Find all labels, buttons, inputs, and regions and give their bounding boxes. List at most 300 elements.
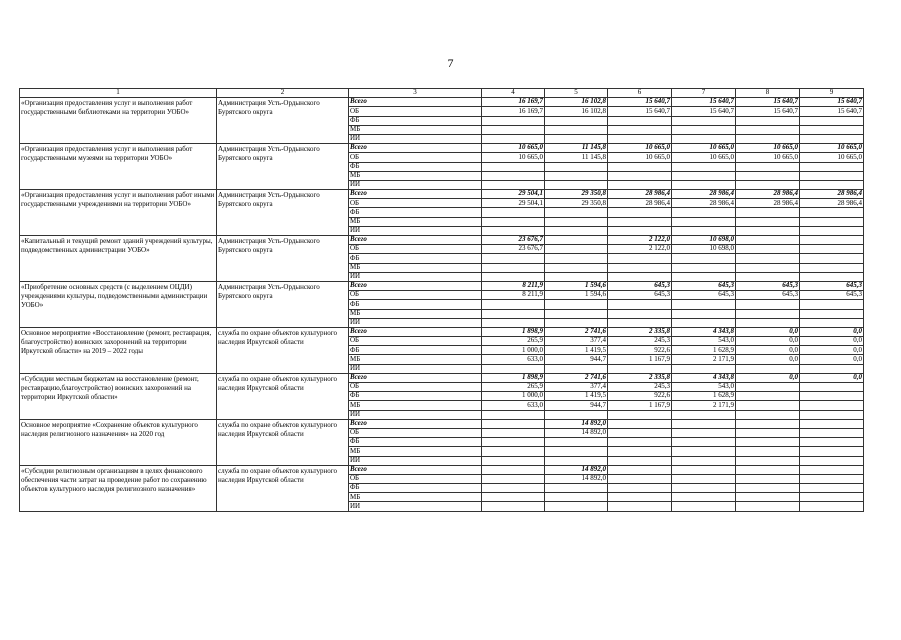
amount-cell [482,226,545,235]
column-number: 9 [800,89,864,98]
amount-cell: 922,6 [608,346,672,355]
table-row [20,98,864,107]
amount-cell: 1 898,9 [482,373,545,382]
amount-cell: 10 665,0 [608,153,672,162]
amount-cell: 265,9 [482,337,545,346]
amount-cell: 1 594,6 [545,291,608,300]
amount-cell [800,419,864,428]
amount-cell: 645,3 [608,281,672,290]
amount-cell [672,254,736,263]
amount-cell [800,171,864,180]
amount-cell: 1 419,5 [545,346,608,355]
amount-cell [736,217,800,226]
measure-name: «Субсидии местным бюджетам на восстановление (ремонт, реставрацию,благоустройство) воинских захоронений на территории Иркутской области» [20,373,217,419]
amount-cell [482,300,545,309]
amount-cell: 633,0 [482,401,545,410]
amount-cell [672,208,736,217]
amount-cell [482,410,545,419]
amount-cell: 2 741,6 [545,327,608,336]
amount-cell [482,125,545,134]
amount-cell [736,300,800,309]
amount-cell: 11 145,8 [545,144,608,153]
amount-cell: 14 892,0 [545,428,608,437]
amount-cell [736,456,800,465]
executor: Администрация Усть-Ордынского Бурятского округа [217,144,349,190]
amount-cell [482,484,545,493]
amount-cell: 245,3 [608,383,672,392]
amount-cell [736,484,800,493]
column-number-row [20,89,864,98]
funding-source: ОБ [349,428,482,437]
amount-cell: 543,0 [672,337,736,346]
amount-cell: 14 892,0 [545,474,608,483]
funding-source: Всего [349,281,482,290]
amount-cell [800,428,864,437]
amount-cell [736,171,800,180]
amount-cell [545,134,608,143]
amount-cell [545,217,608,226]
amount-cell [482,438,545,447]
page-number: 7 [447,56,454,70]
amount-cell [608,263,672,272]
amount-cell [608,171,672,180]
amount-cell [608,226,672,235]
amount-cell: 0,0 [800,346,864,355]
executor: Администрация Усть-Ордынского Бурятского округа [217,281,349,327]
amount-cell: 0,0 [800,355,864,364]
amount-cell: 0,0 [736,373,800,382]
executor: служба по охране объектов культурного наследия Иркутской области [217,465,349,511]
column-number: 2 [217,89,349,98]
amount-cell [608,502,672,511]
amount-cell [736,392,800,401]
amount-cell: 23 676,7 [482,236,545,245]
amount-cell [800,474,864,483]
amount-cell [672,272,736,281]
amount-cell: 0,0 [736,327,800,336]
amount-cell [482,162,545,171]
amount-cell [736,410,800,419]
amount-cell: 28 986,4 [800,199,864,208]
amount-cell: 1 000,0 [482,346,545,355]
amount-cell [736,125,800,134]
funding-source: Всего [349,419,482,428]
funding-source: ИИ [349,502,482,511]
budget-table [19,88,864,512]
funding-source: ОБ [349,291,482,300]
amount-cell [672,309,736,318]
amount-cell [545,410,608,419]
funding-source: Всего [349,465,482,474]
funding-source: Всего [349,190,482,199]
amount-cell: 10 665,0 [672,153,736,162]
amount-cell: 10 665,0 [482,144,545,153]
amount-cell [608,116,672,125]
amount-cell [800,383,864,392]
amount-cell [672,318,736,327]
amount-cell: 377,4 [545,383,608,392]
funding-source: ОБ [349,383,482,392]
executor: служба по охране объектов культурного наследия Иркутской области [217,327,349,373]
amount-cell: 2 335,8 [608,373,672,382]
amount-cell [482,456,545,465]
amount-cell [545,226,608,235]
amount-cell: 245,3 [608,337,672,346]
amount-cell: 2 122,0 [608,236,672,245]
amount-cell: 15 640,7 [800,107,864,116]
amount-cell [545,438,608,447]
amount-cell [672,134,736,143]
amount-cell: 29 504,1 [482,190,545,199]
funding-source: МБ [349,217,482,226]
amount-cell: 8 211,9 [482,281,545,290]
amount-cell [482,419,545,428]
measure-name: «Организация предоставления услуг и выполнения работ государственными музеями на территории УОБО» [20,144,217,190]
funding-source: ИИ [349,180,482,189]
funding-source: ФБ [349,392,482,401]
amount-cell [672,465,736,474]
amount-cell: 28 986,4 [736,199,800,208]
amount-cell: 1 594,6 [545,281,608,290]
measure-name: «Приобретение основных средств (с выделением ОЦДИ) учреждениями культуры, подведомственными администрации УОБО» [20,281,217,327]
amount-cell [672,171,736,180]
amount-cell [736,447,800,456]
amount-cell [608,456,672,465]
amount-cell: 10 665,0 [672,144,736,153]
amount-cell [736,318,800,327]
funding-source: ИИ [349,272,482,281]
amount-cell [736,383,800,392]
amount-cell [545,456,608,465]
amount-cell [736,364,800,373]
executor: служба по охране объектов культурного наследия Иркутской области [217,419,349,465]
column-number: 7 [672,89,736,98]
amount-cell [736,180,800,189]
amount-cell: 28 986,4 [608,190,672,199]
amount-cell [800,208,864,217]
column-number: 6 [608,89,672,98]
amount-cell: 645,3 [736,291,800,300]
amount-cell [482,134,545,143]
amount-cell [800,226,864,235]
amount-cell: 16 102,8 [545,98,608,107]
amount-cell [608,465,672,474]
amount-cell [800,272,864,281]
amount-cell: 944,7 [545,355,608,364]
amount-cell [736,272,800,281]
amount-cell [608,300,672,309]
amount-cell: 633,0 [482,355,545,364]
amount-cell [800,502,864,511]
amount-cell: 645,3 [672,281,736,290]
amount-cell [482,493,545,502]
amount-cell: 0,0 [800,327,864,336]
amount-cell [672,364,736,373]
amount-cell [482,309,545,318]
amount-cell [545,502,608,511]
amount-cell: 16 169,7 [482,98,545,107]
amount-cell [800,217,864,226]
amount-cell: 265,9 [482,383,545,392]
amount-cell [672,116,736,125]
amount-cell [482,465,545,474]
amount-cell: 0,0 [800,373,864,382]
funding-source: Всего [349,98,482,107]
funding-source: ФБ [349,346,482,355]
amount-cell [736,236,800,245]
amount-cell [800,484,864,493]
amount-cell [545,171,608,180]
amount-cell [672,125,736,134]
amount-cell [736,208,800,217]
amount-cell: 645,3 [608,291,672,300]
amount-cell [545,208,608,217]
amount-cell [736,116,800,125]
amount-cell [736,245,800,254]
executor: Администрация Усть-Ордынского Бурятского округа [217,236,349,282]
amount-cell [545,364,608,373]
amount-cell [482,364,545,373]
amount-cell: 4 343,8 [672,373,736,382]
amount-cell [608,208,672,217]
amount-cell [800,245,864,254]
amount-cell: 1 628,9 [672,346,736,355]
funding-source: ФБ [349,116,482,125]
amount-cell [608,364,672,373]
table-row [20,465,864,474]
amount-cell: 10 698,0 [672,236,736,245]
amount-cell [482,180,545,189]
amount-cell [608,474,672,483]
amount-cell [545,272,608,281]
amount-cell [800,134,864,143]
funding-source: МБ [349,125,482,134]
amount-cell [672,419,736,428]
amount-cell: 0,0 [736,346,800,355]
funding-source: ОБ [349,107,482,116]
amount-cell [800,125,864,134]
amount-cell: 15 640,7 [608,98,672,107]
funding-source: ФБ [349,300,482,309]
amount-cell: 15 640,7 [736,98,800,107]
amount-cell [482,208,545,217]
funding-source: ИИ [349,134,482,143]
amount-cell [482,171,545,180]
funding-source: ИИ [349,410,482,419]
amount-cell [545,116,608,125]
amount-cell: 10 665,0 [736,153,800,162]
amount-cell [736,419,800,428]
amount-cell [482,447,545,456]
column-number: 3 [349,89,482,98]
amount-cell: 645,3 [672,291,736,300]
amount-cell [545,484,608,493]
amount-cell: 1 628,9 [672,392,736,401]
amount-cell [545,254,608,263]
amount-cell [545,493,608,502]
amount-cell: 28 986,4 [608,199,672,208]
funding-source: ИИ [349,318,482,327]
amount-cell [800,318,864,327]
amount-cell [545,309,608,318]
amount-cell [736,502,800,511]
amount-cell [545,447,608,456]
amount-cell [482,502,545,511]
amount-cell [800,309,864,318]
amount-cell [672,447,736,456]
amount-cell: 16 102,8 [545,107,608,116]
amount-cell [482,474,545,483]
table-row [20,373,864,382]
funding-source: МБ [349,263,482,272]
amount-cell: 10 665,0 [736,144,800,153]
amount-cell [545,125,608,134]
funding-source: ФБ [349,438,482,447]
amount-cell [800,364,864,373]
amount-cell: 10 698,0 [672,245,736,254]
amount-cell [800,410,864,419]
amount-cell: 1 167,9 [608,355,672,364]
amount-cell: 2 171,9 [672,401,736,410]
amount-cell: 4 343,8 [672,327,736,336]
amount-cell [608,428,672,437]
funding-source: Всего [349,327,482,336]
amount-cell [800,263,864,272]
table-row [20,327,864,336]
measure-name: «Организация предоставления услуг и выполнения работ государственными библиотеками на территории УОБО» [20,98,217,144]
amount-cell [800,456,864,465]
measure-name: Основное мероприятие «Восстановление (ремонт, реставрация, благоустройство) воинских захоронений на территории Иркутской области» на 2019 – 2022 годы [20,327,217,373]
amount-cell [545,236,608,245]
executor: Администрация Усть-Ордынского Бурятского округа [217,98,349,144]
amount-cell [800,438,864,447]
funding-source: Всего [349,236,482,245]
measure-name: Основное мероприятие «Сохранение объектов культурного наследия религиозного назначения» на 2020 год [20,419,217,465]
funding-source: ФБ [349,484,482,493]
amount-cell [736,162,800,171]
amount-cell [482,217,545,226]
amount-cell: 543,0 [672,383,736,392]
amount-cell [672,474,736,483]
amount-cell: 15 640,7 [672,98,736,107]
amount-cell [800,162,864,171]
amount-cell [800,465,864,474]
amount-cell [545,245,608,254]
amount-cell [672,217,736,226]
amount-cell: 10 665,0 [482,153,545,162]
amount-cell [608,217,672,226]
amount-cell: 28 986,4 [672,199,736,208]
amount-cell: 29 350,8 [545,190,608,199]
amount-cell [736,254,800,263]
amount-cell: 2 741,6 [545,373,608,382]
funding-source: МБ [349,447,482,456]
amount-cell [736,438,800,447]
amount-cell: 1 419,5 [545,392,608,401]
amount-cell [736,428,800,437]
amount-cell [608,419,672,428]
amount-cell [800,236,864,245]
amount-cell [482,263,545,272]
funding-source: МБ [349,171,482,180]
amount-cell [608,493,672,502]
amount-cell [672,493,736,502]
amount-cell [736,309,800,318]
table-row [20,419,864,428]
table-row [20,144,864,153]
funding-source: ОБ [349,199,482,208]
amount-cell [482,116,545,125]
amount-cell: 377,4 [545,337,608,346]
funding-source: ОБ [349,153,482,162]
amount-cell: 944,7 [545,401,608,410]
amount-cell: 2 122,0 [608,245,672,254]
amount-cell: 922,6 [608,392,672,401]
funding-source: ФБ [349,208,482,217]
amount-cell [672,180,736,189]
measure-name: «Субсидии религиозным организациям в целях финансового обеспечения части затрат на проведение работ по сохранению объектов культурного наследия религиозного назначения» [20,465,217,511]
amount-cell [545,263,608,272]
table-row [20,236,864,245]
amount-cell [608,125,672,134]
amount-cell [672,502,736,511]
amount-cell: 15 640,7 [608,107,672,116]
amount-cell [672,428,736,437]
amount-cell: 10 665,0 [608,144,672,153]
funding-source: ИИ [349,226,482,235]
funding-source: Всего [349,144,482,153]
amount-cell [800,392,864,401]
funding-source: ОБ [349,474,482,483]
amount-cell: 28 986,4 [800,190,864,199]
amount-cell [608,318,672,327]
amount-cell [482,272,545,281]
funding-source: МБ [349,355,482,364]
funding-source: МБ [349,401,482,410]
amount-cell [608,162,672,171]
amount-cell: 0,0 [800,337,864,346]
executor: служба по охране объектов культурного наследия Иркутской области [217,373,349,419]
table-row [20,190,864,199]
amount-cell [736,493,800,502]
amount-cell: 15 640,7 [800,98,864,107]
amount-cell: 1 898,9 [482,327,545,336]
amount-cell: 10 665,0 [800,144,864,153]
measure-name: «Организация предоставления услуг и выполнения работ иными государственными учреждениями на территории УОБО» [20,190,217,236]
amount-cell [608,309,672,318]
amount-cell [800,401,864,410]
amount-cell [800,300,864,309]
amount-cell [736,226,800,235]
amount-cell: 11 145,8 [545,153,608,162]
amount-cell [800,180,864,189]
amount-cell [736,134,800,143]
amount-cell: 23 676,7 [482,245,545,254]
funding-source: ОБ [349,337,482,346]
amount-cell [545,300,608,309]
amount-cell: 0,0 [736,337,800,346]
amount-cell: 29 350,8 [545,199,608,208]
measure-name: «Капитальный и текущий ремонт зданий учреждений культуры, подведомственных администрации УОБО» [20,236,217,282]
amount-cell [736,401,800,410]
amount-cell [672,410,736,419]
amount-cell [672,226,736,235]
amount-cell: 1 167,9 [608,401,672,410]
amount-cell [672,162,736,171]
amount-cell [545,180,608,189]
amount-cell [482,254,545,263]
amount-cell [608,410,672,419]
